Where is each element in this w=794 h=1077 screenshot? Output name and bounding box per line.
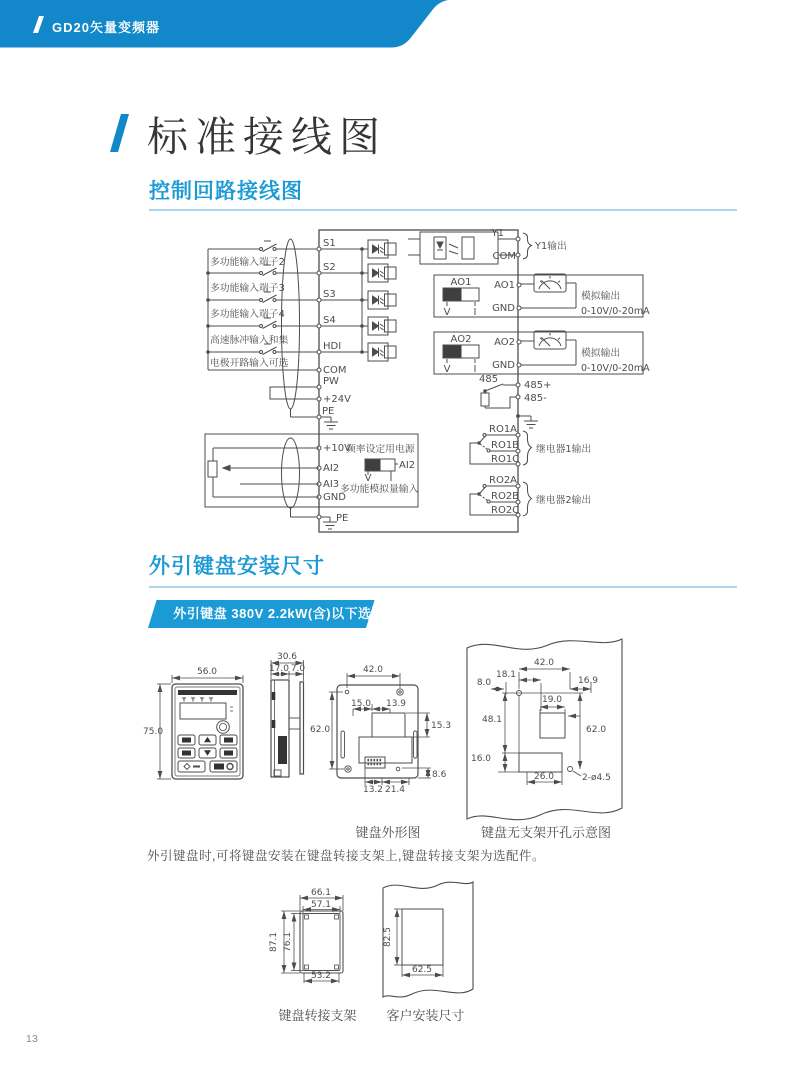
terminal-label-s3: S3 <box>323 289 336 300</box>
dim-cut-holes: 2-ø4.5 <box>582 773 611 783</box>
terminal-label-ro2a: RO2A <box>489 475 518 486</box>
section-rule <box>149 586 737 588</box>
input-label: 多功能输入端子2 <box>210 257 285 268</box>
terminal-label-gnd: GND <box>323 492 346 503</box>
dim-bracket-h1: 87.1 <box>269 931 279 953</box>
dim-back-a: 15.0 <box>350 699 372 709</box>
label-analog-range: 0-10V/0-20mA <box>581 363 650 374</box>
input-label: 多功能输入端子3 <box>210 283 285 294</box>
terminal-label-hdi: HDI <box>323 341 342 352</box>
page-title: 标准接线图 <box>147 114 387 160</box>
terminal-label-ai3: AI3 <box>323 479 340 490</box>
dim-bracket-w3: 53.2 <box>310 971 332 981</box>
dim-cut-a: 18.1 <box>495 670 517 680</box>
terminal-label-10v: +10V <box>323 443 351 454</box>
label-relay1-output: 继电器1输出 <box>536 444 592 455</box>
caption-bracket: 键盘转接支架 <box>278 1008 357 1023</box>
keypad-banner-label: 外引键盘 380V 2.2kW(含)以下选配结构图 <box>173 606 426 621</box>
keypad-note: 外引键盘时,可将键盘安装在键盘转接支架上,键盘转接支架为选配件。 <box>147 849 545 863</box>
dim-cut-b: 8.0 <box>476 678 492 688</box>
keypad-buttons <box>178 735 237 772</box>
dim-cut-d: 19.0 <box>541 695 563 705</box>
section-heading-keypad-dims: 外引键盘安装尺寸 <box>149 555 325 578</box>
terminal-label-ro1c: RO1C <box>491 454 520 465</box>
terminal-label-pe: PE <box>322 406 335 417</box>
dim-bracket-w1: 66.1 <box>310 888 332 898</box>
label-analog-out: 模拟输出 <box>581 348 621 359</box>
terminal-label-485m: 485- <box>524 393 547 404</box>
section-heading-control-circuit: 控制回路接线图 <box>149 180 303 203</box>
label-v: V <box>443 364 451 375</box>
label-analog-range: 0-10V/0-20mA <box>581 306 650 317</box>
terminal-label-y1: Y1 <box>491 228 504 239</box>
dim-side-body: 17.0 <box>268 664 290 674</box>
dim-customer-w: 62.5 <box>411 965 433 975</box>
terminal-label-com: COM <box>323 365 347 376</box>
dim-bracket-h2: 76.1 <box>283 931 293 953</box>
caption-keypad-outline: 键盘外形图 <box>355 825 421 840</box>
label-ao2-switch: AO2 <box>450 334 472 345</box>
potentiometer-icon <box>208 461 217 477</box>
bracket-view <box>300 911 343 973</box>
dim-cut-e: 48.1 <box>481 715 503 725</box>
terminal-label-s4: S4 <box>323 315 336 326</box>
label-i: I <box>473 307 477 318</box>
dim-cut-c: 16.9 <box>577 676 599 686</box>
label-multi-analog: 多功能模拟量输入 <box>340 484 419 495</box>
label-y1-output: Y1输出 <box>535 241 567 252</box>
terminal-label-ro2b: RO2B <box>491 491 520 502</box>
meter-icon <box>534 331 566 349</box>
label-v: V <box>364 473 372 484</box>
label-ao1-switch: AO1 <box>450 277 472 288</box>
input-label: 高速脉冲输入和集 <box>210 335 289 346</box>
dim-front-width: 56.0 <box>196 667 218 677</box>
keypad-side-view <box>271 680 304 777</box>
customer-install-view <box>383 882 473 997</box>
keypad-lcd <box>180 703 226 719</box>
label-freq-power: 频率设定用电源 <box>346 444 415 455</box>
control-circuit-diagram <box>180 226 725 546</box>
terminal-label-gnd: GND <box>492 360 515 371</box>
dim-cut-g: 26.0 <box>533 772 555 782</box>
brand-title: GD20矢量变频器 <box>52 20 160 35</box>
dim-back-c: 15.3 <box>431 721 452 731</box>
dim-side-gap: 7.0 <box>290 664 306 674</box>
terminal-label-pw: PW <box>323 376 339 387</box>
label-485: 485 <box>479 374 499 385</box>
terminal-label-485p: 485+ <box>524 380 552 391</box>
cutout-dim-lines <box>491 669 591 785</box>
input-label: 多功能输入端子4 <box>210 309 285 320</box>
dim-back-b: 13.9 <box>385 699 407 709</box>
terminal-label-ro2c: RO2C <box>491 505 520 516</box>
label-v: V <box>443 307 451 318</box>
terminal-label-24v: +24V <box>323 394 351 405</box>
page-number: 13 <box>26 1033 38 1045</box>
dim-cut-height: 62.0 <box>586 725 607 735</box>
keypad-banner <box>148 600 426 628</box>
dim-front-height: 75.0 <box>143 727 164 737</box>
terminal-label-s2: S2 <box>323 262 336 273</box>
keypad-dimension-drawings <box>140 632 660 844</box>
meter-icon <box>534 274 566 292</box>
label-i: I <box>473 364 477 375</box>
input-label: 电极开路输入可选 <box>210 358 289 369</box>
terminating-resistor-icon <box>481 393 489 406</box>
dim-back-height: 62.0 <box>310 725 331 735</box>
label-relay2-output: 继电器2输出 <box>536 495 592 506</box>
caption-customer: 客户安装尺寸 <box>386 1008 465 1023</box>
label-i: I <box>389 473 393 484</box>
label-ai2-switch: AI2 <box>399 460 416 471</box>
terminal-label-ro1b: RO1B <box>491 440 520 451</box>
terminal-label-gnd: GND <box>492 303 515 314</box>
dim-back-f: 21.4 <box>384 785 406 795</box>
dim-cut-width: 42.0 <box>533 658 555 668</box>
terminal-label-pe: PE <box>336 513 349 524</box>
dim-back-width: 42.0 <box>362 665 384 675</box>
dim-side-depth: 30.6 <box>276 652 298 662</box>
dim-customer-h: 82.5 <box>383 926 393 948</box>
bracket-drawings <box>260 875 510 1025</box>
section-rule <box>149 209 737 211</box>
dim-cut-f: 16.0 <box>470 754 492 764</box>
terminal-label-ycom: COM <box>492 251 516 262</box>
terminal-label-ro1a: RO1A <box>489 424 518 435</box>
terminal-label-ai2: AI2 <box>323 463 340 474</box>
label-analog-out: 模拟输出 <box>581 291 621 302</box>
keypad-front-view <box>172 684 243 779</box>
terminal-label-ao2: AO2 <box>494 337 515 348</box>
caption-keypad-cutout: 键盘无支架开孔示意图 <box>480 825 611 840</box>
title-slash-icon <box>105 105 145 160</box>
terminal-label-ao1: AO1 <box>494 280 515 291</box>
dim-back-e: 13.2 <box>362 785 384 795</box>
keypad-knob-icon <box>217 721 230 734</box>
dim-bracket-w2: 57.1 <box>310 900 332 910</box>
dim-back-d: 8.6 <box>432 770 447 780</box>
terminal-label-s1: S1 <box>323 238 336 249</box>
